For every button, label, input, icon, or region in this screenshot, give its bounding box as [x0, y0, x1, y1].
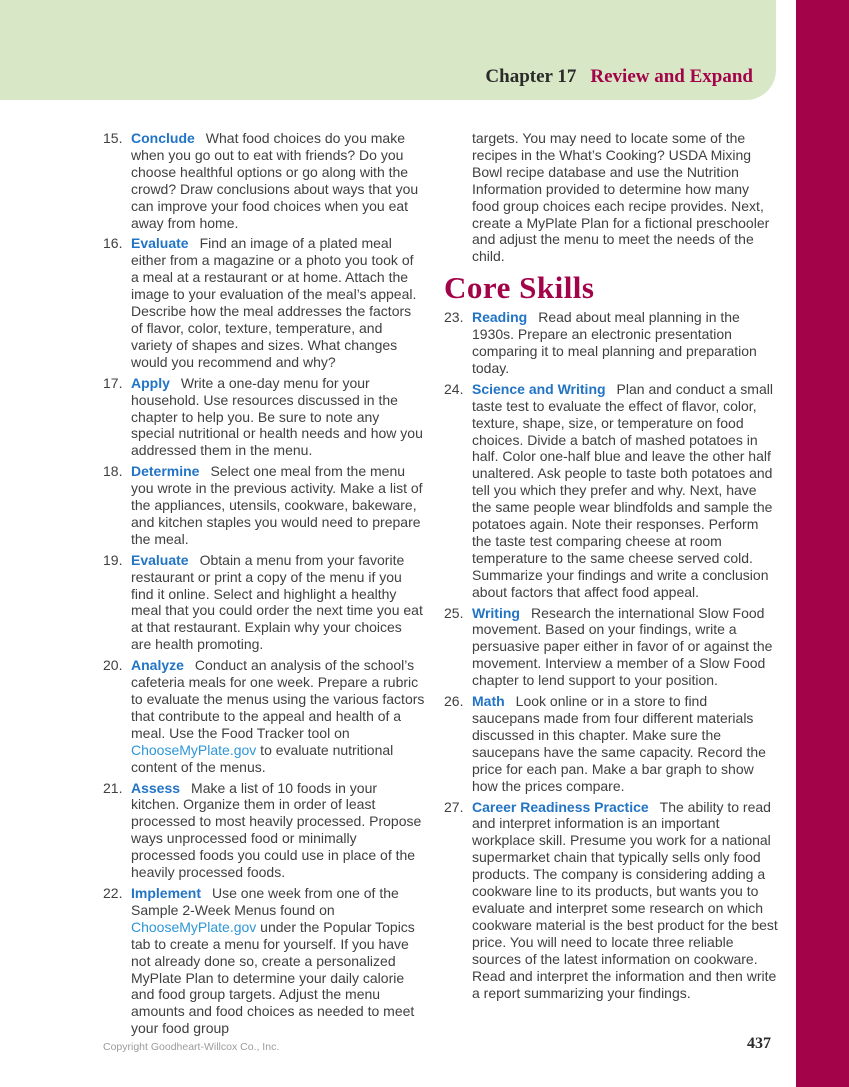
- item-number: 15.: [103, 130, 123, 146]
- core-skills-items: [444, 309, 778, 1001]
- list-item: [444, 309, 778, 377]
- item-body: [131, 130, 425, 231]
- item-text: Find an image of a plated meal either from a magazine or a photo you took of a meal at a restaurant or at home. Attach the image to your evaluation of the meal’s appeal. Describe how the meal addresses the factors of flavor, color, texture, temperature, and variety of shapes and sizes. What changes would you recommend and why?: [131, 235, 417, 370]
- item-keyword: Conclude: [131, 130, 195, 146]
- item-number: 16.: [103, 235, 123, 252]
- item-keyword: Assess: [131, 779, 181, 796]
- copyright-notice: Copyright Goodheart-Willcox Co., Inc.: [103, 1041, 280, 1053]
- list-item: [103, 130, 425, 231]
- item-number: 26.: [444, 693, 464, 710]
- item-body: [472, 605, 778, 690]
- list-item: [103, 657, 425, 775]
- list-item: [103, 235, 425, 370]
- item-text: under the Popular Topics tab to create a menu for yourself. If you have not already done so, create a personalized MyPlate Plan to determine your daily calorie and food group targets. Adjust the menu amounts and food choices as needed to meet your food group: [131, 918, 415, 1037]
- item-number: 21.: [103, 779, 123, 796]
- item-keyword: Writing: [472, 604, 520, 621]
- item-number: 18.: [103, 463, 123, 480]
- item-keyword: Reading: [472, 309, 528, 326]
- right-column: [444, 130, 778, 1005]
- item-number: 24.: [444, 380, 464, 397]
- item-body: [131, 375, 425, 460]
- item-keyword: Determine: [131, 463, 200, 480]
- core-skills-heading: Core Skills: [444, 270, 595, 306]
- item-number: 17.: [103, 374, 123, 391]
- page-number: 437: [747, 1035, 771, 1052]
- item-number: 20.: [103, 657, 123, 674]
- inline-link[interactable]: ChooseMyPlate.gov: [131, 918, 257, 935]
- chapter-review-title: Review and Expand: [590, 66, 753, 87]
- item-body: [472, 693, 778, 794]
- item-body: [472, 130, 778, 265]
- item-body: [131, 235, 425, 370]
- item-body: [131, 463, 425, 548]
- left-column: [103, 130, 425, 1041]
- item-body: [472, 309, 778, 377]
- item-text: Select one meal from the menu you wrote in the previous activity. Make a list of the appliances, utensils, cookware, bakeware, and kitchen staples you would need to prepare the meal.: [131, 463, 423, 547]
- item-number: 27.: [444, 798, 464, 815]
- list-item: [103, 375, 425, 460]
- item-text: Write a one-day menu for your household. Use resources discussed in the chapter to help you. Be sure to note any special nutritional or health needs and how you addressed them in the menu.: [131, 374, 423, 459]
- list-item: [444, 693, 778, 794]
- list-item: [103, 780, 425, 881]
- item-keyword: Apply: [131, 374, 170, 391]
- list-item: [444, 799, 778, 1002]
- chapter-header-band: [0, 0, 776, 100]
- item-body: [131, 885, 425, 1037]
- item-text: Make a list of 10 foods in your kitchen. Organize them in order of least processed to most heavily processed. Propose ways unprocessed food or minimally processed foods you could use in place of the heavily processed foods.: [131, 779, 422, 881]
- item-text: What food choices do you make when you go out to eat with friends? Do you choose healthful options or go along with the crowd? Draw conclusions about ways that you can improve your food choices when you eat away from home.: [131, 130, 419, 231]
- item-text: Use one week from one of the Sample 2-Week Menus found on: [131, 884, 399, 918]
- page-edge-accent-bar: [796, 0, 849, 1087]
- item-keyword: Evaluate: [131, 551, 189, 568]
- item-number: 25.: [444, 604, 464, 621]
- item-body: [131, 657, 425, 775]
- item-body: [131, 552, 425, 653]
- item-body: [131, 780, 425, 881]
- item-body: [472, 381, 778, 601]
- list-item: [103, 463, 425, 548]
- item-number: 19.: [103, 551, 123, 568]
- list-item: [444, 381, 778, 601]
- item-body: [472, 799, 778, 1002]
- list-item: [444, 130, 778, 265]
- item-text: The ability to read and interpret information is an important workplace skill. Presume you work for a national supermarket chain that typically sells only food products. The company is considering adding a cookware line to its products, but wants you to evaluate and interpret some research on which cookware material is the best product for the best price. You will need to locate three reliable sources of the latest information on cookware. Read and interpret the information and then write a report summarizing your findings.: [472, 798, 778, 1001]
- list-item: [103, 552, 425, 653]
- chapter-header: [485, 66, 753, 88]
- item-text: Conduct an analysis of the school’s cafeteria meals for one week. Prepare a rubric to evaluate the menus using the various factors that contribute to the appeal and health of a meal. Use the Food Tracker tool on: [131, 657, 425, 741]
- item-text: Read about meal planning in the 1930s. Prepare an electronic presentation comparing it to meal planning and preparation today.: [472, 309, 757, 376]
- item-keyword: Evaluate: [131, 235, 189, 252]
- list-item: [103, 885, 425, 1037]
- list-item: [444, 605, 778, 690]
- item-keyword: Math: [472, 693, 505, 710]
- item-number: 23.: [444, 309, 464, 326]
- item-22-continuation: [444, 130, 778, 265]
- item-keyword: Analyze: [131, 657, 184, 674]
- item-number: 22.: [103, 884, 123, 901]
- item-text: Look online or in a store to find saucepans made from four different materials discussed in this chapter. Make sure the saucepans have the same capacity. Record the price for each pan. Make a bar graph to show how the prices compare.: [472, 693, 766, 794]
- item-text: targets. You may need to locate some of the recipes in the What’s Cooking? USDA Mixing Bowl recipe database and use the Nutrition Information provided to determine how many food group choices each recipe provides. Next, create a MyPlate Plan for a fictional preschooler and adjust the menu to meet the needs of the child.: [472, 130, 770, 265]
- chapter-number-label: Chapter 17: [485, 66, 577, 87]
- item-keyword: Science and Writing: [472, 380, 606, 397]
- item-text: Research the international Slow Food movement. Based on your findings, write a persuasive paper either in favor of or against the movement. Interview a member of a Slow Food chapter to lend support to your position.: [472, 604, 773, 689]
- item-text: Obtain a menu from your favorite restaurant or print a copy of the menu if you find it online. Select and highlight a healthy meal that you could order the next time you eat at that restaurant. Explain why your choices are health promoting.: [131, 551, 423, 653]
- inline-link[interactable]: ChooseMyPlate.gov: [131, 741, 257, 758]
- item-keyword: Career Readiness Practice: [472, 798, 649, 815]
- item-text: to evaluate nutritional content of the menus.: [131, 741, 394, 775]
- item-number: [444, 130, 472, 265]
- item-text: Plan and conduct a small taste test to evaluate the effect of flavor, color, texture, shape, size, or temperature on food choices. Divide a batch of mashed potatoes in half. Color one-half blue and leave the other half unaltered. Ask people to taste both potatoes and tell you which they prefer and why. Next, have the same people wear blindfolds and sample the potatoes again. Note their responses. Perform the taste test comparing cheese at room temperature to the same cheese served cold. Summarize your findings and write a conclusion about factors that affect food appeal.: [472, 380, 773, 600]
- item-keyword: Implement: [131, 884, 202, 901]
